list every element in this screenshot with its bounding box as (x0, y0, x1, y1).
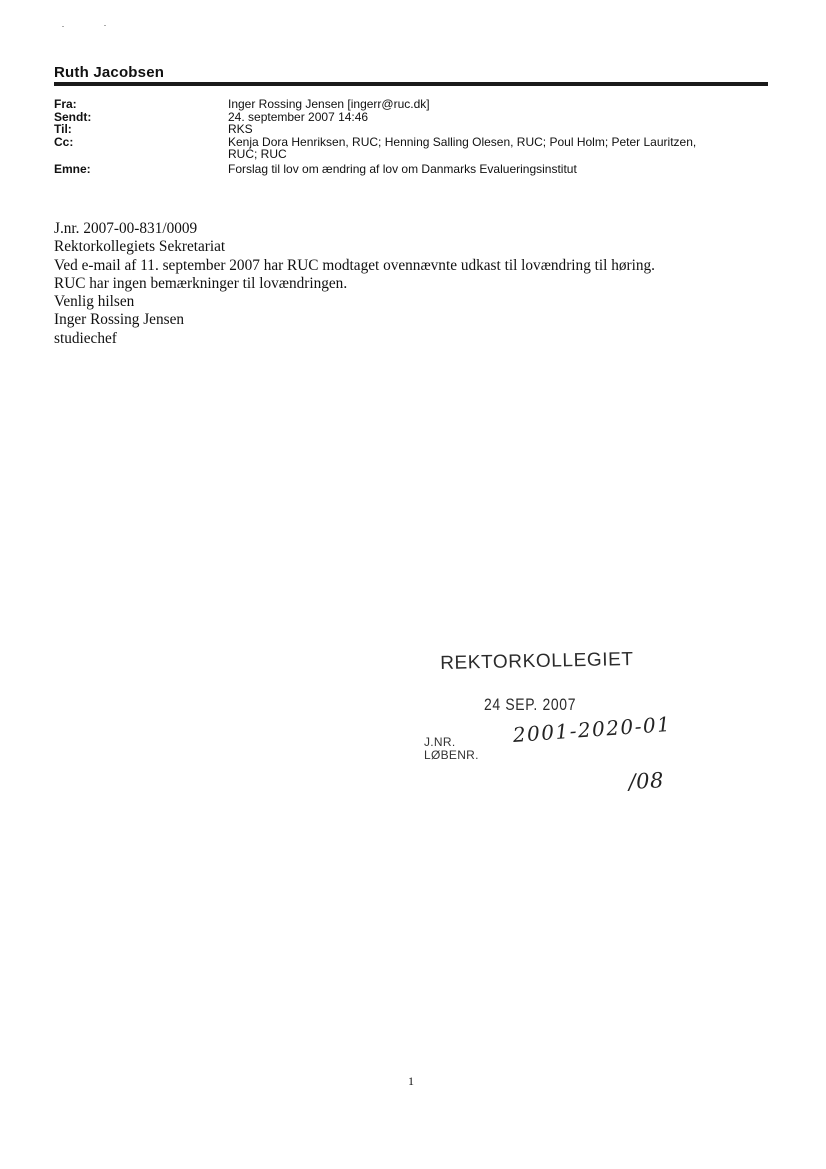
header-label: Emne: (54, 161, 91, 176)
received-stamp-title: REKTORKOLLEGIET (440, 648, 634, 674)
page-number: 1 (408, 1074, 414, 1088)
cc-line-2: RUC; RUC (228, 147, 287, 162)
header-value: Forslag til lov om ændring af lov om Danmarks Evalueringsinstitut (228, 161, 577, 176)
header-sent (54, 111, 774, 124)
header-cc (54, 136, 774, 161)
body-line: RUC har ingen bemærkninger til lovændringen. (54, 274, 348, 292)
body-line: Ved e-mail af 11. september 2007 har RUC modtaget ovennævnte udkast til lovændring til høring. (54, 256, 656, 274)
email-body (54, 220, 774, 348)
header-label: Sendt: (54, 109, 92, 124)
header-label: Fra: (54, 97, 77, 111)
scan-speck (62, 26, 64, 27)
header-value: RKS (228, 122, 253, 137)
email-headers (54, 98, 774, 176)
stamp-loebenr-label: LØBENR. (424, 748, 479, 762)
mailbox-owner-name: Ruth Jacobsen (54, 64, 165, 81)
body-line: Venlig hilsen (54, 293, 135, 311)
cc-line-1: Kenja Dora Henriksen, RUC; Henning Salling Olesen, RUC; Poul Holm; Peter Lauritzen, (228, 134, 697, 149)
body-line: studiechef (54, 329, 117, 347)
handwritten-serial-number: /08 (628, 768, 665, 794)
handwritten-case-number: 2001-2020-01 (512, 711, 673, 747)
scan-speck (104, 25, 106, 26)
header-value: 24. september 2007 14:46 (228, 109, 369, 124)
header-value: Inger Rossing Jensen [ingerr@ruc.dk] (228, 97, 430, 111)
header-label: Til: (54, 122, 72, 137)
received-stamp-date: 24 SEP. 2007 (484, 695, 577, 714)
header-subject (54, 163, 774, 176)
header-label: Cc: (54, 134, 74, 149)
body-line: Inger Rossing Jensen (54, 311, 185, 329)
header-from (54, 98, 774, 111)
body-line: Rektorkollegiets Sekretariat (54, 238, 226, 256)
header-rule (54, 82, 768, 86)
stamp-jnr-label: J.NR. (424, 735, 456, 749)
header-value (228, 136, 774, 161)
body-line: J.nr. 2007-00-831/0009 (54, 220, 198, 237)
